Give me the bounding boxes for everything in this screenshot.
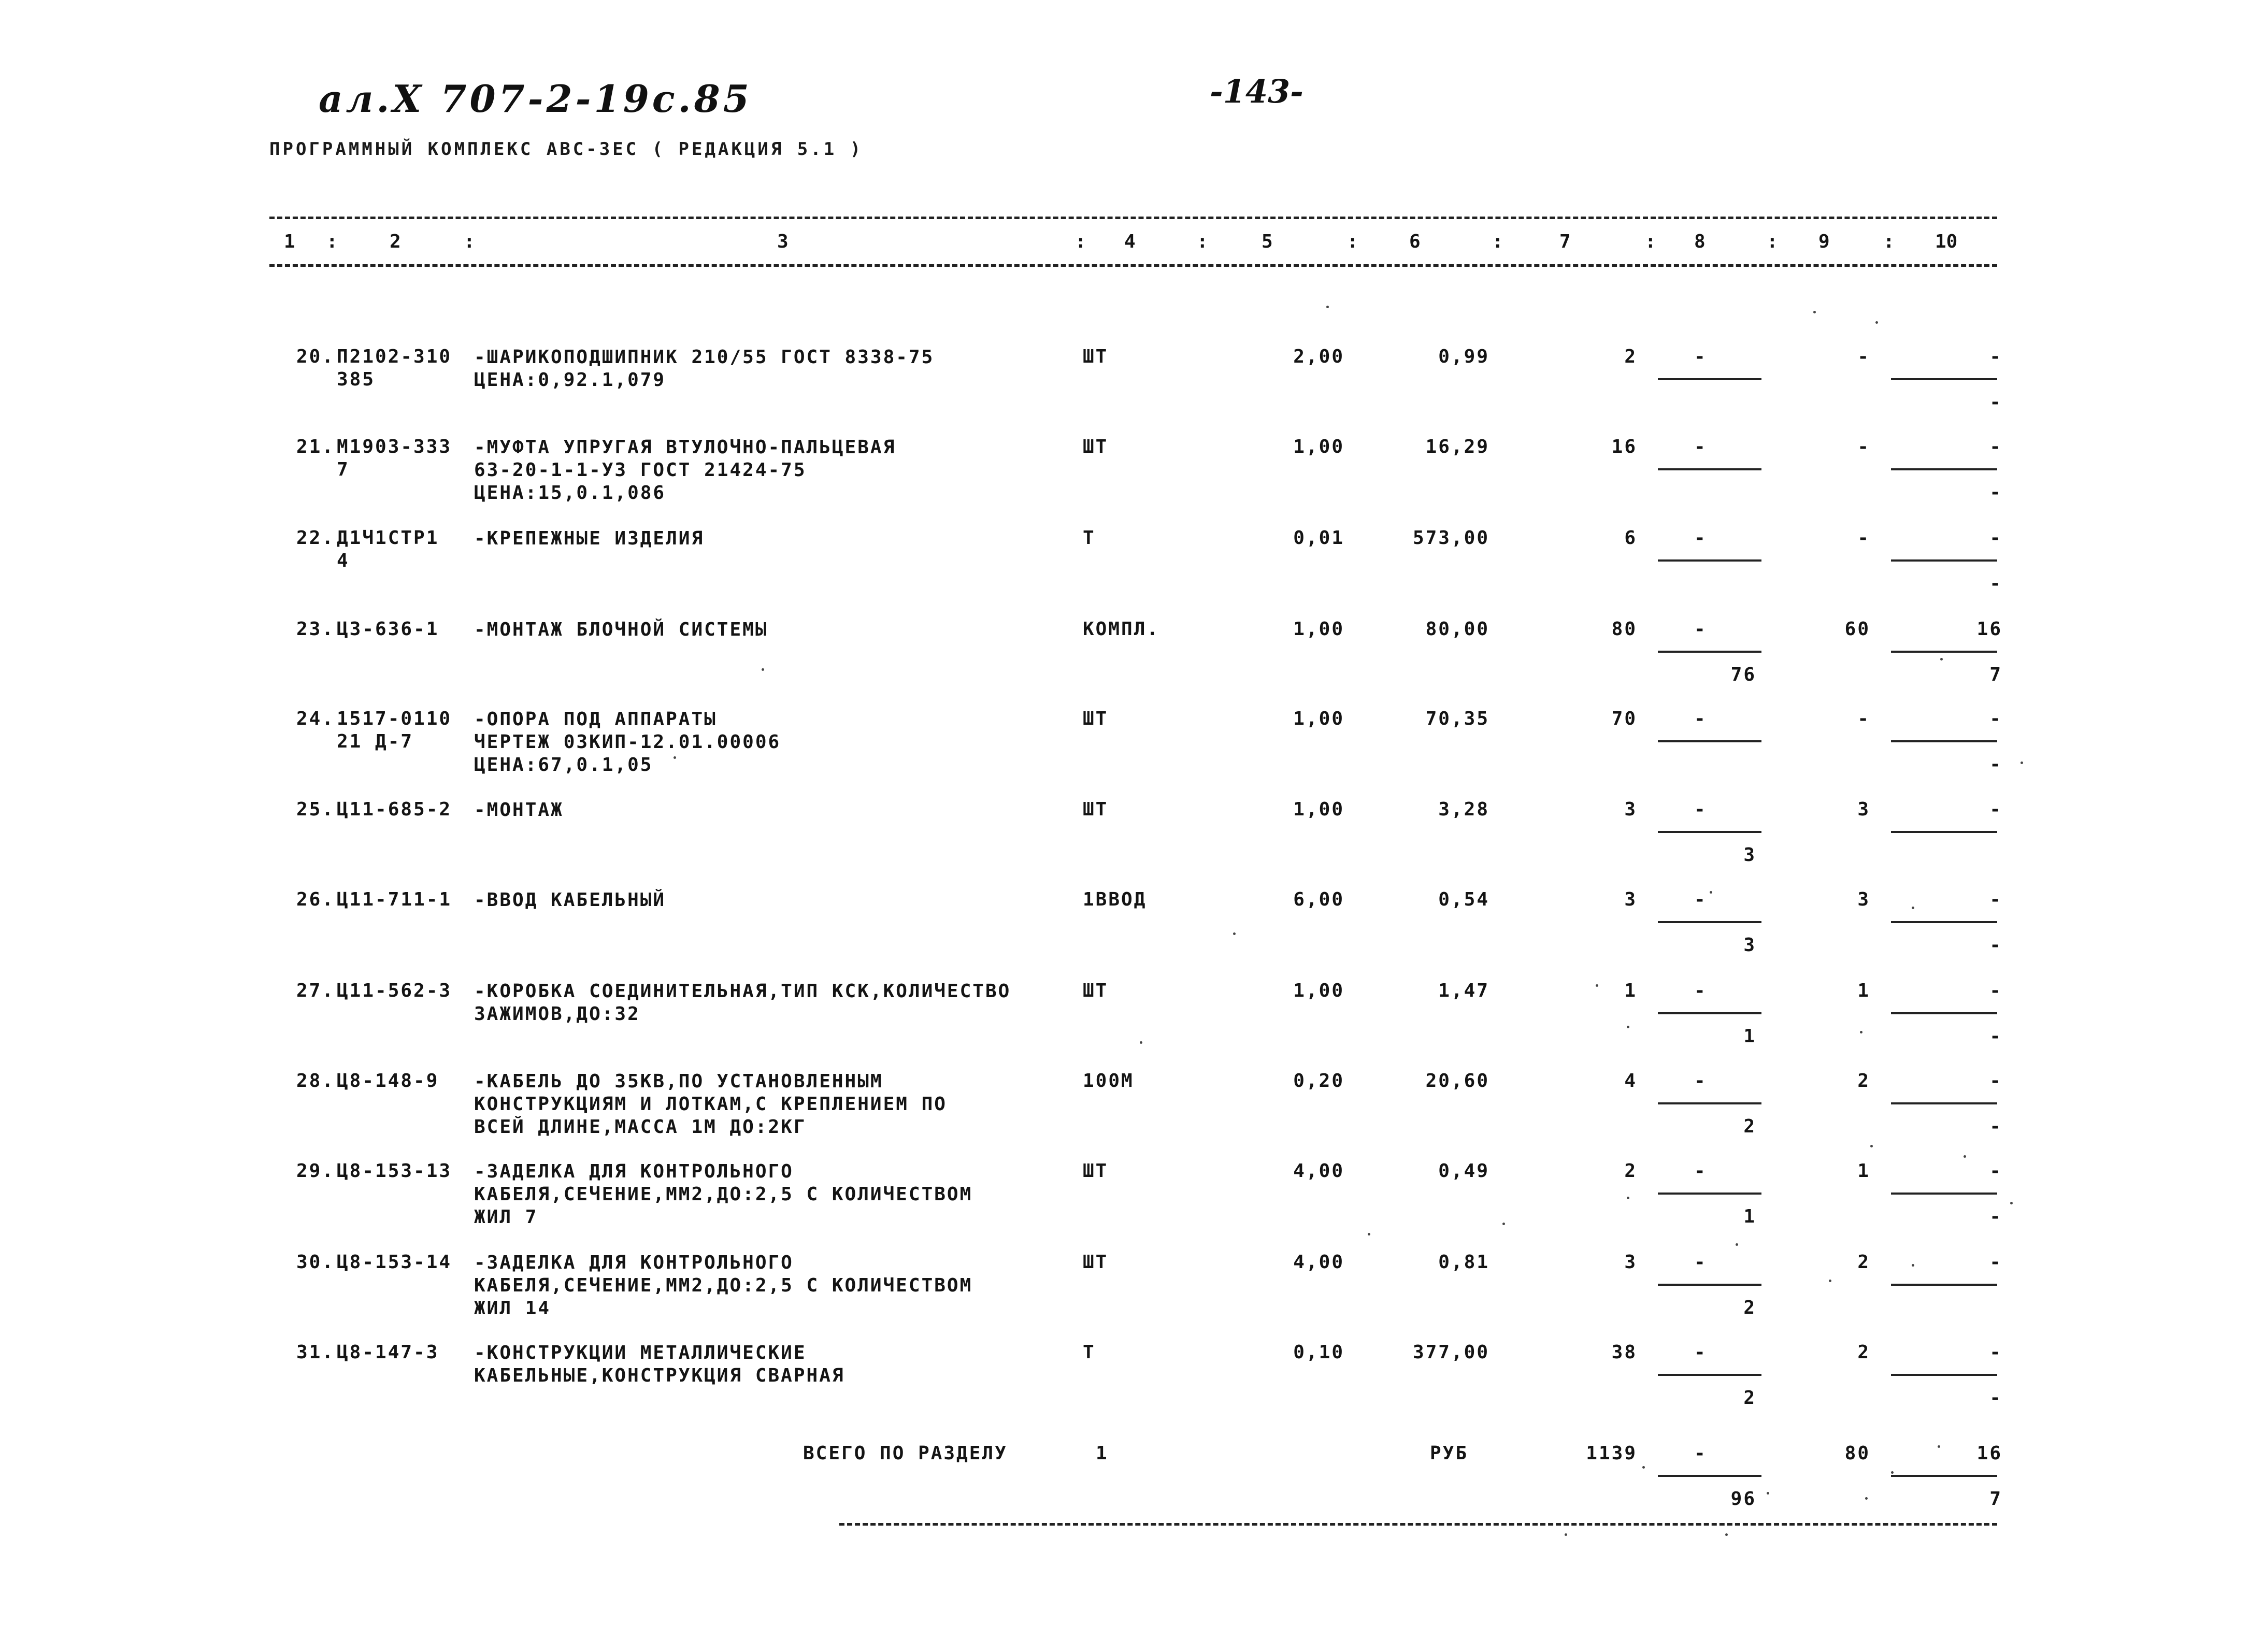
scan-noise-speck [674, 756, 676, 759]
unit-of-measure: Т [1083, 1342, 1096, 1363]
row-number: 21. [296, 436, 335, 457]
total-cost: 1 [1624, 980, 1637, 1001]
col8-sub-value: 3 [1743, 935, 1756, 956]
col10-underline [1891, 921, 1997, 923]
rate-code: Ц8-148-9 [337, 1070, 439, 1091]
col8-sub-value: 76 [1730, 664, 1756, 685]
scan-noise-speck [1860, 1031, 1862, 1033]
item-description: -ВВОД КАБЕЛЬНЫЙ [474, 889, 666, 911]
column-number-5: 5 [1262, 231, 1273, 252]
item-description: -МУФТА УПРУГАЯ ВТУЛОЧНО-ПАЛЬЦЕВАЯ 63-20-1-1-У3 ГОСТ 21424-75 ЦЕНА:15,0.1,086 [474, 437, 896, 504]
row-number: 29. [296, 1160, 335, 1182]
col8-underline [1658, 1374, 1761, 1376]
col10-underline [1891, 1012, 1997, 1014]
scan-noise-speck [1870, 1145, 1873, 1147]
col9-value: 3 [1857, 889, 1870, 910]
total-col10: 16 [1976, 1443, 2002, 1464]
column-separator: : [1197, 231, 1208, 252]
unit-of-measure: КОМПЛ. [1083, 619, 1160, 640]
table-row [0, 619, 2264, 707]
quantity: 2,00 [1293, 346, 1344, 367]
quantity: 1,00 [1293, 799, 1344, 820]
rate-code: Ц11-562-3 [337, 980, 452, 1001]
column-separator: : [1347, 231, 1358, 252]
col9-value: - [1857, 708, 1870, 729]
rate-code: Д1Ч1СТР1 [337, 527, 439, 549]
col10-sub-value: - [1989, 1206, 2002, 1227]
col8-value: - [1694, 619, 1707, 640]
col8-sub-value: 1 [1743, 1206, 1756, 1227]
col9-value: - [1857, 527, 1870, 549]
scan-noise-speck [1964, 1155, 1966, 1158]
program-subtitle: ПРОГРАММНЫЙ КОМПЛЕКС АВС-3ЕС ( РЕДАКЦИЯ 5.1 ) [269, 139, 864, 160]
scan-noise-speck [1596, 984, 1598, 987]
col8-sub-value: 3 [1743, 844, 1756, 866]
col8-value: - [1694, 889, 1707, 910]
col10-sub-value: - [1989, 1116, 2002, 1137]
scan-noise-speck [1813, 311, 1816, 313]
col10-underline [1891, 1193, 1997, 1195]
scan-noise-speck [1642, 1466, 1645, 1469]
col8-underline [1658, 1284, 1761, 1286]
col9-value: 2 [1857, 1342, 1870, 1363]
column-number-3: 3 [777, 231, 789, 252]
unit-price: 16,29 [1425, 436, 1489, 457]
quantity: 1,00 [1293, 436, 1344, 457]
col10-sub-value: - [1989, 1387, 2002, 1409]
col8-underline [1658, 921, 1761, 923]
table-row [0, 1252, 2264, 1340]
column-number-2: 2 [390, 231, 401, 252]
total-cost: 3 [1624, 889, 1637, 910]
column-separator: : [1645, 231, 1656, 252]
item-description: -МОНТАЖ [474, 799, 564, 821]
unit-of-measure: ШТ [1083, 708, 1109, 729]
item-description: -КОНСТРУКЦИИ МЕТАЛЛИЧЕСКИЕ КАБЕЛЬНЫЕ,КОНСТРУКЦИЯ СВАРНАЯ [474, 1342, 845, 1386]
col8-sub-value: 2 [1743, 1387, 1756, 1409]
total-underline [1891, 1475, 1997, 1477]
total-currency: РУБ [1430, 1443, 1469, 1464]
total-cost: 38 [1611, 1342, 1637, 1363]
item-description: -ШАРИКОПОДШИПНИК 210/55 ГОСТ 8338-75 ЦЕНА:0,92.1,079 [474, 347, 935, 391]
scan-noise-speck [1627, 1026, 1629, 1028]
rate-code: Ц8-147-3 [337, 1342, 439, 1363]
col10-underline [1891, 651, 1997, 653]
col10-sub-value: - [1989, 573, 2002, 594]
column-number-7: 7 [1559, 231, 1571, 252]
scan-noise-speck [1940, 658, 1943, 660]
unit-of-measure: ШТ [1083, 799, 1109, 820]
column-number-10: 10 [1935, 231, 1958, 252]
quantity: 1,00 [1293, 980, 1344, 1001]
column-separator: : [1075, 231, 1086, 252]
col10-sub-value: - [1989, 392, 2002, 413]
column-separator: : [1883, 231, 1895, 252]
col8-value: - [1694, 708, 1707, 729]
item-description: -ЗАДЕЛКА ДЛЯ КОНТРОЛЬНОГО КАБЕЛЯ,СЕЧЕНИЕ,ММ2,ДО:2,5 С КОЛИЧЕСТВОМ ЖИЛ 14 [474, 1252, 973, 1319]
col10-value: - [1989, 1160, 2002, 1182]
row-number: 23. [296, 619, 335, 640]
col10-underline [1891, 559, 1997, 562]
col8-sub-value: 2 [1743, 1116, 1756, 1137]
col8-underline [1658, 468, 1761, 470]
col8-value: - [1694, 980, 1707, 1001]
column-separator: : [464, 231, 475, 252]
rate-code: П2102-310 [337, 346, 452, 367]
item-description: -КАБЕЛЬ ДО 35КВ,ПО УСТАНОВЛЕННЫМ КОНСТРУКЦИЯМ И ЛОТКАМ,С КРЕПЛЕНИЕМ ПО ВСЕЙ ДЛИНЕ,МАССА 1М ДО:2КГ [474, 1071, 947, 1138]
rate-code-suffix: 21 Д-7 [337, 731, 414, 752]
quantity: 4,00 [1293, 1252, 1344, 1273]
total-col8: - [1694, 1443, 1707, 1464]
col10-underline [1891, 1284, 1997, 1286]
col10-underline [1891, 468, 1997, 470]
total-underline [1658, 1475, 1761, 1477]
scan-noise-speck [762, 668, 764, 671]
column-separator: : [1767, 231, 1778, 252]
row-number: 27. [296, 980, 335, 1001]
col10-underline [1891, 1374, 1997, 1376]
handwritten-document-code: ал.Ⅹ 707-2-19с.85 [319, 77, 752, 121]
table-row [0, 346, 2264, 434]
total-cost: 3 [1624, 799, 1637, 820]
quantity: 1,00 [1293, 619, 1344, 640]
col9-value: - [1857, 346, 1870, 367]
total-col10-sub: 7 [1989, 1488, 2002, 1510]
col10-value: - [1989, 889, 2002, 910]
col10-value: 16 [1976, 619, 2002, 640]
row-number: 20. [296, 346, 335, 367]
col8-value: - [1694, 527, 1707, 549]
col8-value: - [1694, 436, 1707, 457]
scan-noise-speck [1891, 1471, 1894, 1474]
scan-noise-speck [1627, 1197, 1629, 1199]
column-separator: : [326, 231, 338, 252]
scan-noise-speck [1710, 891, 1712, 894]
col10-value: - [1989, 1342, 2002, 1363]
unit-price: 0,54 [1438, 889, 1489, 910]
unit-price: 0,49 [1438, 1160, 1489, 1182]
total-cost: 4 [1624, 1070, 1637, 1091]
unit-of-measure: ШТ [1083, 1160, 1109, 1182]
item-description: -КОРОБКА СОЕДИНИТЕЛЬНАЯ,ТИП КСК,КОЛИЧЕСТВО ЗАЖИМОВ,ДО:32 [474, 981, 1011, 1025]
col8-value: - [1694, 1342, 1707, 1363]
col8-value: - [1694, 799, 1707, 820]
rate-code: Ц3-636-1 [337, 619, 439, 640]
unit-of-measure: ШТ [1083, 980, 1109, 1001]
unit-price: 0,81 [1438, 1252, 1489, 1273]
col9-value: 2 [1857, 1070, 1870, 1091]
col10-value: - [1989, 980, 2002, 1001]
column-number-6: 6 [1409, 231, 1421, 252]
scan-noise-speck [2010, 1202, 2013, 1204]
scan-noise-speck [1875, 321, 1878, 324]
scan-noise-speck [1912, 907, 1914, 909]
quantity: 0,20 [1293, 1070, 1344, 1091]
scan-noise-speck [1736, 1243, 1738, 1246]
col10-value: - [1989, 1070, 2002, 1091]
scan-noise-speck [1938, 1445, 1940, 1448]
row-number: 28. [296, 1070, 335, 1091]
unit-price: 80,00 [1425, 619, 1489, 640]
table-row [0, 527, 2264, 615]
col9-value: 3 [1857, 799, 1870, 820]
row-number: 22. [296, 527, 335, 549]
col8-underline [1658, 1193, 1761, 1195]
unit-price: 573,00 [1412, 527, 1489, 549]
col8-value: - [1694, 1252, 1707, 1273]
scan-noise-speck [1865, 1497, 1868, 1500]
col8-underline [1658, 740, 1761, 742]
rate-code-suffix: 4 [337, 550, 350, 571]
col10-sub-value: - [1989, 482, 2002, 503]
table-row [0, 889, 2264, 977]
rate-code: Ц8-153-13 [337, 1160, 452, 1182]
unit-price: 20,60 [1425, 1070, 1489, 1091]
scan-noise-speck [1565, 1533, 1567, 1536]
row-number: 24. [296, 708, 335, 729]
scan-noise-speck [1368, 1233, 1370, 1236]
column-number-4: 4 [1124, 231, 1136, 252]
unit-price: 377,00 [1412, 1342, 1489, 1363]
quantity: 0,01 [1293, 527, 1344, 549]
total-cost: 2 [1624, 1160, 1637, 1182]
col8-underline [1658, 831, 1761, 833]
scan-noise-speck [2021, 762, 2023, 764]
col8-value: - [1694, 1160, 1707, 1182]
rate-code: 1517-0110 [337, 708, 452, 729]
col10-sub-value: - [1989, 754, 2002, 775]
col10-sub-value: - [1989, 1026, 2002, 1047]
total-label: ВСЕГО ПО РАЗДЕЛУ [803, 1443, 1008, 1464]
scan-noise-speck [1140, 1041, 1142, 1044]
rate-code: М1903-333 [337, 436, 452, 457]
col8-sub-value: 1 [1743, 1026, 1756, 1047]
col8-value: - [1694, 1070, 1707, 1091]
row-number: 30. [296, 1252, 335, 1273]
total-cost: 80 [1611, 619, 1637, 640]
quantity: 6,00 [1293, 889, 1344, 910]
col9-value: 1 [1857, 1160, 1870, 1182]
col8-value: - [1694, 346, 1707, 367]
scan-noise-speck [1912, 1264, 1914, 1267]
table-row [0, 1342, 2264, 1430]
unit-of-measure: ШТ [1083, 436, 1109, 457]
col10-sub-value: 7 [1989, 664, 2002, 685]
col8-underline [1658, 651, 1761, 653]
scan-noise-speck [1326, 306, 1329, 308]
quantity: 1,00 [1293, 708, 1344, 729]
total-cost: 3 [1624, 1252, 1637, 1273]
row-number: 25. [296, 799, 335, 820]
item-description: -КРЕПЕЖНЫЕ ИЗДЕЛИЯ [474, 528, 705, 549]
column-number-1: 1 [284, 231, 295, 252]
col10-underline [1891, 740, 1997, 742]
unit-of-measure: ШТ [1083, 346, 1109, 367]
total-col8-sub: 96 [1730, 1488, 1756, 1510]
col10-value: - [1989, 346, 2002, 367]
table-row [0, 1070, 2264, 1158]
rate-code: Ц11-711-1 [337, 889, 452, 910]
page-number: -143- [1210, 73, 1303, 110]
unit-of-measure: 1ВВОД [1083, 889, 1147, 910]
item-description: -ОПОРА ПОД АППАРАТЫ ЧЕРТЕЖ 03КИП-12.01.00006 ЦЕНА:67,0.1,05 [474, 709, 781, 775]
total-col9: 80 [1844, 1443, 1870, 1464]
item-description: -ЗАДЕЛКА ДЛЯ КОНТРОЛЬНОГО КАБЕЛЯ,СЕЧЕНИЕ,ММ2,ДО:2,5 С КОЛИЧЕСТВОМ ЖИЛ 7 [474, 1161, 973, 1228]
col10-underline [1891, 1102, 1997, 1104]
unit-of-measure: ШТ [1083, 1252, 1109, 1273]
row-number: 31. [296, 1342, 335, 1363]
column-separator: : [1492, 231, 1503, 252]
rate-code: Ц8-153-14 [337, 1252, 452, 1273]
col8-sub-value: 2 [1743, 1297, 1756, 1318]
table-row [0, 799, 2264, 887]
column-number-9: 9 [1818, 231, 1830, 252]
unit-price: 70,35 [1425, 708, 1489, 729]
unit-price: 0,99 [1438, 346, 1489, 367]
col8-underline [1658, 1102, 1761, 1104]
rate-code-suffix: 385 [337, 369, 376, 390]
row-number: 26. [296, 889, 335, 910]
total-cost: 70 [1611, 708, 1637, 729]
quantity: 4,00 [1293, 1160, 1344, 1182]
total-bottom-rule [839, 1523, 1997, 1526]
scan-noise-speck [1502, 1223, 1505, 1225]
table-row [0, 980, 2264, 1068]
col10-value: - [1989, 1252, 2002, 1273]
total-cost: 2 [1624, 346, 1637, 367]
col10-sub-value: - [1989, 935, 2002, 956]
table-row [0, 436, 2264, 524]
column-number-8: 8 [1694, 231, 1706, 252]
col9-value: 2 [1857, 1252, 1870, 1273]
col10-value: - [1989, 436, 2002, 457]
scan-noise-speck [1725, 1533, 1728, 1536]
col8-underline [1658, 559, 1761, 562]
table-row [0, 1160, 2264, 1248]
col8-underline [1658, 378, 1761, 380]
col10-underline [1891, 831, 1997, 833]
scan-noise-speck [1233, 932, 1236, 935]
total-col7: 1139 [1586, 1443, 1637, 1464]
unit-of-measure: Т [1083, 527, 1096, 549]
total-cost: 6 [1624, 527, 1637, 549]
col9-value: 60 [1844, 619, 1870, 640]
rate-code-suffix: 7 [337, 459, 350, 480]
col10-underline [1891, 378, 1997, 380]
rate-code: Ц11-685-2 [337, 799, 452, 820]
col10-value: - [1989, 799, 2002, 820]
total-cost: 16 [1611, 436, 1637, 457]
col8-underline [1658, 1012, 1761, 1014]
col10-value: - [1989, 708, 2002, 729]
unit-price: 1,47 [1438, 980, 1489, 1001]
item-description: -МОНТАЖ БЛОЧНОЙ СИСТЕМЫ [474, 619, 768, 640]
col9-value: 1 [1857, 980, 1870, 1001]
quantity: 0,10 [1293, 1342, 1344, 1363]
unit-of-measure: 100М [1083, 1070, 1134, 1091]
unit-price: 3,28 [1438, 799, 1489, 820]
scan-noise-speck [1767, 1492, 1769, 1495]
table-row [0, 708, 2264, 796]
scan-noise-speck [1829, 1280, 1831, 1282]
col9-value: - [1857, 436, 1870, 457]
total-section-number: 1 [1096, 1443, 1109, 1464]
col10-value: - [1989, 527, 2002, 549]
